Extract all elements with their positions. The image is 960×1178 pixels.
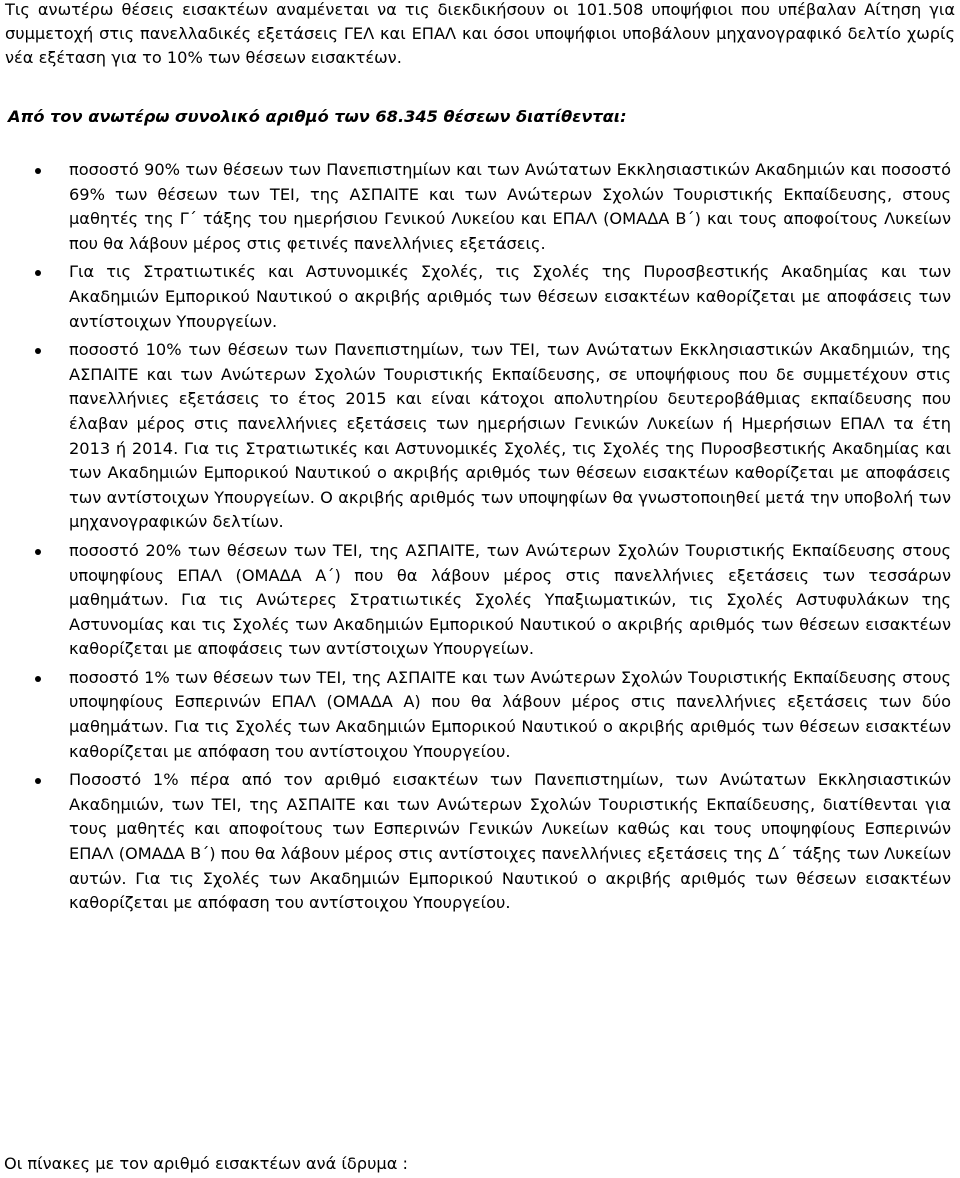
bullet-text: Για τις Στρατιωτικές και Αστυνομικές Σχολές, τις Σχολές της Πυροσβεστικής Ακαδημίας και των Ακαδημιών Εμπορικού Ναυτικού ο ακριβής αριθμός των θέσεων εισακτέων καθορίζεται με αποφάσεις των αντίστοιχων Υπουργείων. — [69, 262, 951, 331]
bullet-text: Ποσοστό 1% πέρα από τον αριθμό εισακτέων των Πανεπιστημίων, των Ανώτατων Εκκλησιαστικών Ακαδημιών, των ΤΕΙ, της ΑΣΠΑΙΤΕ και των Ανώτερων Σχολών Τουριστικής Εκπαίδευσης, διατίθενται για τους μαθητές και αποφοίτους των Εσπερινών Γενικών Λυκείων καθώς και τους υποψηφίους Εσπερινών ΕΠΑΛ (ΟΜΑΔΑ Β΄) που θα λάβουν μέρος στις αντίστοιχες πανελλήνιες εξετάσεις της Δ΄ τάξης των Λυκείων αυτών. Για τις Σχολές των Ακαδημιών Εμπορικού Ναυτικού ο ακριβής αριθμός των θέσεων εισακτέων καθορίζεται με απόφαση του αντίστοιχου Υπουργείου. — [69, 770, 951, 913]
tables-intro-line: Οι πίνακες με τον αριθμό εισακτέων ανά ίδρυμα : — [4, 1154, 408, 1173]
intro-paragraph: Τις ανωτέρω θέσεις εισακτέων αναμένεται να τις διεκδικήσουν οι 101.508 υποψήφιοι που υπέβαλαν Αίτηση για συμμετοχή στις πανελλαδικές εξετάσεις ΓΕΛ και ΕΠΑΛ και όσοι υποψήφιοι υποβάλουν μηχανογραφικό δελτίο χωρίς νέα εξέταση για το 10% των θέσεων εισακτέων. — [5, 0, 955, 67]
bullet-item-10-percent — [0, 338, 960, 535]
positions-bullet-list — [0, 158, 960, 920]
bullet-text: ποσοστό 1% των θέσεων των ΤΕΙ, της ΑΣΠΑΙΤΕ και των Ανώτερων Σχολών Τουριστικής Εκπαίδευσης στους υποψηφίους Εσπερινών ΕΠΑΛ (ΟΜΑΔΑ Α) που θα λάβουν μέρος στις πανελλήνιες εξετάσεις των δύο μαθημάτων. Για τις Σχολές των Ακαδημιών Εμπορικού Ναυτικού ο ακριβής αριθμός των θέσεων εισακτέων καθορίζεται με απόφαση του αντίστοιχου Υπουργείου. — [69, 667, 951, 761]
section-lead-heading: Από τον ανωτέρω συνολικό αριθμό των 68.345 θέσεων διατίθενται: — [8, 107, 627, 126]
bullet-icon — [35, 168, 41, 174]
bullet-item-1-percent-evening — [0, 768, 960, 916]
bullet-item-90-percent — [0, 158, 960, 256]
bullet-icon — [35, 270, 41, 276]
bullet-text: ποσοστό 20% των θέσεων των ΤΕΙ, της ΑΣΠΑΙΤΕ, των Ανώτερων Σχολών Τουριστικής Εκπαίδευσης στους υποψηφίους ΕΠΑΛ (ΟΜΑΔΑ Α΄) που θα λάβουν μέρος στις πανελλήνιες εξετάσεις των τεσσάρων μαθημάτων. Για τις Ανώτερες Στρατιωτικές Σχολές Υπαξιωματικών, τις Σχολές Αστυφυλάκων της Αστυνομίας και τις Σχολές των Ακαδημιών Εμπορικού Ναυτικού ο ακριβής αριθμός των θέσεων εισακτέων καθορίζεται με αποφάσεις των αντίστοιχων Υπουργείων. — [69, 540, 951, 659]
bullet-icon — [35, 778, 41, 784]
bullet-icon — [35, 348, 41, 354]
bullet-icon — [35, 676, 41, 682]
bullet-text: ποσοστό 90% των θέσεων των Πανεπιστημίων και των Ανώτατων Εκκλησιαστικών Ακαδημιών και ποσοστό 69% των θέσεων των ΤΕΙ, της ΑΣΠΑΙΤΕ και των Ανώτερων Σχολών Τουριστικής Εκπαίδευσης, στους μαθητές της Γ΄ τάξης του ημερήσιου Γενικού Λυκείου και ΕΠΑΛ (ΟΜΑΔΑ Β΄) και τους αποφοίτους Λυκείων που θα λάβουν μέρος στις φετινές πανελλήνιες εξετάσεις. — [69, 160, 951, 253]
bullet-item-1-percent-epal — [0, 666, 960, 764]
bullet-item-military-schools — [0, 260, 960, 334]
bullet-item-20-percent — [0, 539, 960, 662]
bullet-text: ποσοστό 10% των θέσεων των Πανεπιστημίων, των ΤΕΙ, των Ανώτατων Εκκλησιαστικών Ακαδημιών, της ΑΣΠΑΙΤΕ και των Ανώτερων Σχολών Τουριστικής Εκπαίδευσης, σε υποψήφιους που δε συμμετέχουν στις πανελλήνιες εξετάσεις το έτος 2015 και είναι κάτοχοι απολυτηρίου δευτεροβάθμιας εκπαίδευσης που έλαβαν μέρος στις πανελλήνιες εξετάσεις των ημερήσιων Γενικών Λυκείων ή Ημερήσιων ΕΠΑΛ τα έτη 2013 ή 2014. Για τις Στρατιωτικές και Αστυνομικές Σχολές, τις Σχολές της Πυροσβεστικής Ακαδημίας και των Ακαδημιών Εμπορικού Ναυτικού ο ακριβής αριθμός των θέσεων εισακτέων καθορίζεται με αποφάσεις των αντίστοιχων Υπουργείων. Ο ακριβής αριθμός των υποψηφίων θα γνωστοποιηθεί μετά την υποβολή των μηχανογραφικών δελτίων. — [69, 340, 951, 532]
bullet-icon — [35, 549, 41, 555]
